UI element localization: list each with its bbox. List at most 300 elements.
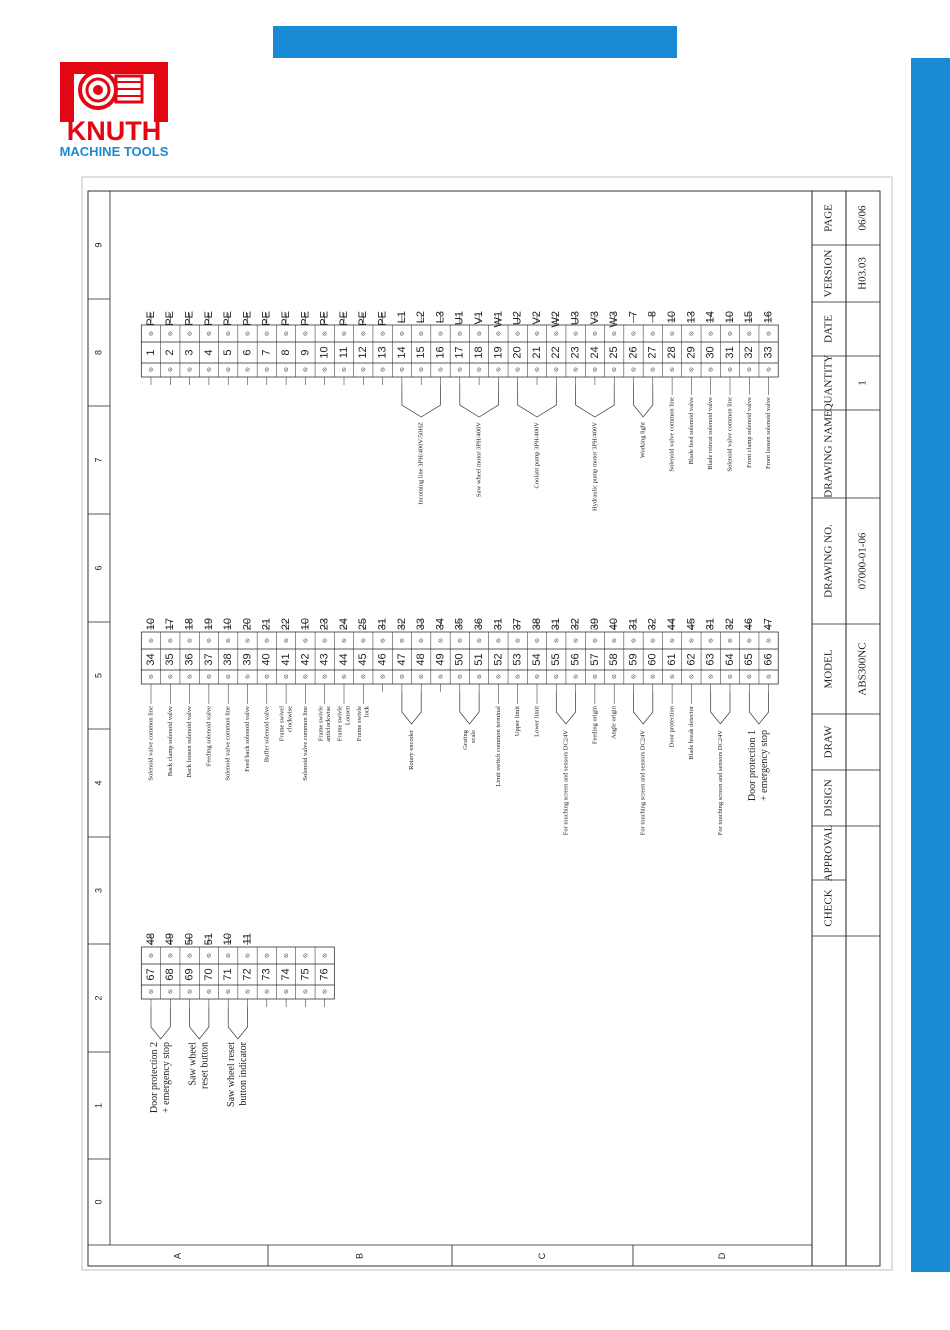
- wire-label: 25: [357, 618, 370, 631]
- logo-subtitle: MACHINE TOOLS: [59, 144, 169, 159]
- terminal-label: Solenoid valve common line: [147, 706, 155, 781]
- wire-label: 31: [704, 618, 717, 631]
- col-ref-label: 3: [93, 887, 104, 894]
- terminal-screw: ⊘: [264, 637, 270, 645]
- terminal-label: Back loosen solenoid valve: [186, 706, 194, 778]
- terminal-number: 46: [376, 653, 389, 666]
- group-brace: [518, 385, 557, 417]
- terminal-number: 68: [164, 968, 177, 981]
- wire-label: 10: [222, 933, 235, 946]
- terminal-number: 45: [357, 653, 370, 666]
- wire-label: 32: [395, 618, 408, 631]
- terminal-screw: ⊘: [302, 952, 308, 960]
- terminal-screw: ⊘: [457, 366, 463, 374]
- terminal-screw: ⊘: [167, 952, 173, 960]
- terminal-screw: ⊘: [727, 366, 733, 374]
- wire-label: PE: [183, 311, 196, 326]
- terminal-screw: ⊘: [688, 330, 694, 338]
- terminal-label: Back clamp solenoid valve: [166, 706, 174, 777]
- terminal-label: lock: [363, 706, 371, 718]
- terminal-screw: ⊘: [592, 330, 598, 338]
- terminal-screw: ⊘: [418, 330, 424, 338]
- terminal-screw: ⊘: [264, 952, 270, 960]
- terminal-label: Limit switch common terminal: [494, 706, 502, 787]
- terminal-screw: ⊘: [669, 330, 675, 338]
- group-brace: [460, 692, 479, 724]
- terminal-screw: ⊘: [225, 330, 231, 338]
- wire-label: PE: [299, 311, 312, 326]
- terminal-screw: ⊘: [746, 673, 752, 681]
- title-header: MODEL: [822, 649, 835, 689]
- wire-label: PE: [357, 311, 370, 326]
- terminal-screw: ⊘: [708, 673, 714, 681]
- terminal-screw: ⊘: [283, 673, 289, 681]
- group-brace: [190, 1007, 209, 1039]
- terminal-number: 22: [550, 346, 563, 359]
- terminal-screw: ⊘: [206, 988, 212, 996]
- wire-label: 24: [337, 618, 350, 631]
- wire-label: 17: [164, 618, 177, 631]
- terminal-label: For touching screen and sensors DC24V: [639, 730, 647, 836]
- terminal-number: 28: [666, 346, 679, 359]
- terminal-label: Saw wheel reset: [226, 1042, 238, 1107]
- terminal-screw: ⊘: [669, 673, 675, 681]
- terminal-screw: ⊘: [573, 330, 579, 338]
- terminal-label: Solenoid valve common line: [224, 706, 232, 781]
- title-header: DISIGN: [822, 779, 835, 817]
- terminal-number: 2: [164, 349, 177, 356]
- col-ref-label: 2: [93, 995, 104, 1001]
- terminal-screw: ⊘: [341, 637, 347, 645]
- terminal-number: 59: [627, 653, 640, 666]
- terminal-screw: ⊘: [727, 637, 733, 645]
- terminal-number: 8: [280, 349, 293, 356]
- terminal-number: 39: [241, 653, 254, 666]
- terminal-number: 58: [608, 653, 621, 666]
- terminal-screw: ⊘: [650, 637, 656, 645]
- terminal-screw: ⊘: [650, 366, 656, 374]
- outer-margin: [82, 177, 892, 1270]
- terminal-screw: ⊘: [437, 330, 444, 338]
- wire-label: 22: [280, 618, 293, 631]
- wire-label: 15: [743, 311, 756, 324]
- terminal-screw: ⊘: [399, 673, 405, 681]
- wire-label: 34: [434, 618, 447, 631]
- terminal-screw: ⊘: [283, 988, 289, 996]
- terminal-label: Feed back solenoid valve: [243, 706, 251, 772]
- wire-label: PE: [260, 311, 273, 326]
- terminal-number: 54: [530, 653, 543, 666]
- terminal-screw: ⊘: [611, 330, 617, 338]
- terminal-label: Frame swivle: [355, 706, 363, 742]
- group-label: Incoming line 3PH/400V/50HZ: [417, 422, 425, 505]
- terminal-screw: ⊘: [225, 366, 231, 374]
- terminal-number: 4: [202, 349, 215, 356]
- terminal-screw: ⊘: [727, 673, 733, 681]
- wire-label: 48: [144, 933, 157, 946]
- terminal-screw: ⊘: [418, 637, 424, 645]
- title-header: DRAWING NAME: [822, 410, 835, 498]
- terminal-number: 5: [222, 349, 235, 356]
- wire-label: W1: [492, 311, 505, 328]
- terminal-strip-1: [141, 311, 778, 511]
- wire-label: PE: [144, 311, 157, 326]
- terminal-number: 21: [530, 346, 543, 359]
- col-ref-label: 9: [93, 242, 104, 248]
- wire-label: 10: [299, 618, 312, 631]
- terminal-label: Frame swivel: [278, 706, 286, 742]
- terminal-number: 43: [318, 653, 331, 666]
- group-label: Working light: [639, 422, 647, 459]
- terminal-label: Upper limit: [514, 706, 522, 737]
- terminal-screw: ⊘: [187, 952, 193, 960]
- terminal-screw: ⊘: [244, 952, 251, 960]
- group-brace: [576, 385, 615, 417]
- terminal-screw: ⊘: [399, 366, 405, 374]
- terminal-label: Loosen: [344, 706, 352, 726]
- terminal-number: 41: [280, 653, 293, 666]
- wire-label: U1: [453, 311, 466, 326]
- terminal-screw: ⊘: [322, 952, 328, 960]
- terminal-label: Frame swivle: [336, 706, 344, 742]
- wire-label: 33: [415, 618, 428, 631]
- terminal-screw: ⊘: [167, 366, 173, 374]
- terminal-screw: ⊘: [380, 673, 386, 681]
- terminal-number: 7: [260, 349, 273, 356]
- terminal-number: 11: [337, 346, 350, 359]
- terminal-screw: ⊘: [322, 988, 328, 996]
- title-value: ABS300NC: [856, 642, 869, 696]
- terminal-number: 69: [183, 968, 196, 981]
- terminal-screw: ⊘: [476, 330, 482, 338]
- terminal-number: 51: [473, 653, 486, 666]
- wire-label: 47: [762, 618, 775, 631]
- wire-label: U3: [569, 311, 582, 326]
- wire-label: PE: [337, 311, 350, 326]
- wire-label: 19: [202, 618, 215, 631]
- terminal-number: 33: [762, 346, 775, 359]
- terminal-number: 10: [318, 346, 331, 359]
- terminal-number: 52: [492, 653, 505, 666]
- terminal-number: 56: [569, 653, 582, 666]
- wire-label: 16: [762, 311, 775, 324]
- terminal-label: Blade feed solenoid valve: [687, 397, 695, 465]
- terminal-label: reset button: [199, 1042, 211, 1089]
- terminal-screw: ⊘: [380, 366, 386, 374]
- terminal-screw: ⊘: [592, 366, 598, 374]
- terminal-screw: ⊘: [553, 673, 559, 681]
- terminal-screw: ⊘: [148, 673, 154, 681]
- wire-label: 23: [318, 618, 331, 631]
- terminal-screw: ⊘: [515, 673, 521, 681]
- col-ref-label: 5: [93, 672, 104, 679]
- wire-label: PE: [376, 311, 389, 326]
- terminal-screw: ⊘: [206, 330, 212, 338]
- terminal-label: clockwise: [286, 706, 294, 732]
- terminal-screw: ⊘: [746, 366, 752, 374]
- terminal-screw: ⊘: [225, 988, 231, 996]
- terminal-screw: ⊘: [283, 366, 289, 374]
- terminal-screw: ⊘: [206, 366, 212, 374]
- terminal-screw: ⊘: [592, 637, 598, 645]
- terminal-number: 23: [569, 346, 582, 359]
- terminal-number: 35: [164, 653, 177, 666]
- terminal-screw: ⊘: [283, 330, 289, 338]
- terminal-number: 53: [511, 653, 524, 666]
- terminal-label: Solenoid valve common line: [301, 706, 309, 781]
- terminal-label: Blade retreat solenoid valve: [707, 397, 715, 470]
- wire-label: 40: [608, 618, 621, 631]
- col-ref-label: 4: [93, 780, 104, 786]
- terminal-screw: ⊘: [283, 637, 289, 645]
- terminal-screw: ⊘: [206, 952, 212, 960]
- terminal-screw: ⊘: [244, 637, 251, 645]
- terminal-screw: ⊘: [611, 673, 617, 681]
- terminal-label: Door protection 2: [148, 1042, 160, 1114]
- group-brace: [749, 692, 768, 724]
- terminal-number: 38: [222, 653, 235, 666]
- terminal-label: Door protection 1: [747, 730, 759, 802]
- wire-label: 11: [241, 933, 254, 945]
- terminal-screw: ⊘: [187, 330, 193, 338]
- terminal-number: 71: [222, 968, 235, 981]
- wire-label: 8: [646, 311, 659, 318]
- terminal-screw: ⊘: [322, 366, 328, 374]
- group-label: Hydraulic pump motor 3PH/400V: [591, 422, 599, 512]
- terminal-label: Solenoid valve common line: [668, 397, 676, 472]
- terminal-screw: ⊘: [630, 330, 637, 338]
- terminal-number: 15: [415, 346, 428, 359]
- terminal-screw: ⊘: [341, 330, 347, 338]
- wire-label: 51: [202, 933, 215, 946]
- terminal-number: 66: [762, 653, 775, 666]
- wire-label: 50: [183, 933, 196, 946]
- terminal-screw: ⊘: [322, 330, 328, 338]
- terminal-number: 32: [743, 346, 756, 359]
- terminal-screw: ⊘: [148, 637, 154, 645]
- wire-label: 46: [743, 618, 756, 631]
- group-label: Coolant pump 3PH/400V: [533, 422, 541, 489]
- terminal-screw: ⊘: [669, 637, 675, 645]
- terminal-number: 27: [646, 346, 659, 359]
- wire-label: V3: [588, 311, 601, 325]
- terminal-screw: ⊘: [341, 673, 347, 681]
- terminal-number: 63: [704, 653, 717, 666]
- terminal-screw: ⊘: [688, 637, 694, 645]
- terminal-label: Angle origin: [610, 706, 618, 740]
- wire-label: PE: [202, 311, 215, 326]
- terminal-screw: ⊘: [573, 637, 579, 645]
- terminal-number: 20: [511, 346, 524, 359]
- terminal-number: 14: [395, 346, 408, 359]
- terminal-label: Frame swivle: [317, 706, 325, 742]
- wire-label: 31: [376, 618, 389, 631]
- terminal-screw: ⊘: [457, 637, 463, 645]
- terminal-number: 42: [299, 653, 312, 666]
- title-value: 06/06: [856, 205, 869, 231]
- terminal-screw: ⊘: [457, 673, 463, 681]
- terminal-number: 75: [299, 968, 312, 981]
- terminal-number: 44: [337, 653, 350, 666]
- wire-label: PE: [164, 311, 177, 326]
- wire-label: 10: [144, 618, 157, 631]
- terminal-screw: ⊘: [688, 673, 694, 681]
- terminal-screw: ⊘: [360, 637, 366, 645]
- terminal-screw: ⊘: [399, 330, 405, 338]
- terminal-number: 49: [434, 653, 447, 666]
- terminal-number: 25: [608, 346, 621, 359]
- terminal-screw: ⊘: [476, 637, 482, 645]
- terminal-screw: ⊘: [611, 637, 617, 645]
- terminal-label: button indicator: [238, 1042, 250, 1106]
- terminal-number: 24: [588, 346, 601, 359]
- wire-label: PE: [318, 311, 331, 326]
- group-brace: [228, 1007, 247, 1039]
- terminal-number: 64: [723, 653, 736, 666]
- logo-wordmark: KNUTH: [66, 116, 162, 146]
- wire-label: 10: [222, 618, 235, 631]
- terminal-screw: ⊘: [187, 673, 193, 681]
- terminal-number: 60: [646, 653, 659, 666]
- terminal-screw: ⊘: [225, 673, 231, 681]
- terminal-screw: ⊘: [495, 330, 501, 338]
- terminal-number: 73: [260, 968, 273, 981]
- wire-label: 32: [569, 618, 582, 631]
- terminal-screw: ⊘: [225, 952, 231, 960]
- terminal-screw: ⊘: [302, 637, 308, 645]
- terminal-label: Lower limit: [533, 706, 541, 737]
- terminal-label: Solenoid valve common line: [726, 397, 734, 472]
- terminal-screw: ⊘: [244, 330, 251, 338]
- wire-label: W2: [550, 311, 563, 328]
- group-brace: [634, 385, 653, 417]
- terminal-screw: ⊘: [225, 637, 231, 645]
- terminal-number: 74: [280, 968, 293, 981]
- terminal-screw: ⊘: [244, 988, 251, 996]
- wire-label: 39: [588, 618, 601, 631]
- wire-label: 14: [704, 311, 717, 324]
- terminal-screw: ⊘: [630, 366, 637, 374]
- terminal-screw: ⊘: [148, 366, 154, 374]
- terminal-number: 67: [144, 968, 157, 981]
- terminal-label: For touching screen and sensors DC24V: [562, 730, 570, 836]
- wire-label: 37: [511, 618, 524, 631]
- terminal-screw: ⊘: [283, 952, 289, 960]
- terminal-label: Rotary encoder: [408, 730, 416, 770]
- terminal-number: 76: [318, 968, 331, 981]
- terminal-screw: ⊘: [457, 330, 463, 338]
- title-value: H03.03: [856, 257, 869, 290]
- title-header: VERSION: [822, 249, 835, 298]
- terminal-screw: ⊘: [650, 330, 656, 338]
- wire-label: PE: [241, 311, 254, 326]
- terminal-screw: ⊘: [476, 673, 482, 681]
- group-brace: [460, 385, 499, 417]
- terminal-number: 31: [723, 346, 736, 359]
- group-brace: [711, 692, 730, 724]
- wire-label: 44: [666, 618, 679, 631]
- terminal-screw: ⊘: [766, 366, 772, 374]
- terminal-label: Front clamp solenoid valve: [745, 397, 753, 468]
- wire-label: L1: [395, 311, 408, 324]
- terminal-screw: ⊘: [515, 637, 521, 645]
- title-header: DATE: [822, 314, 835, 344]
- title-header: CHECK: [822, 889, 835, 927]
- terminal-label: Blade break detector: [687, 706, 695, 760]
- title-header: DRAW: [822, 725, 835, 759]
- terminal-screw: ⊘: [244, 366, 251, 374]
- wire-label: W3: [608, 311, 621, 328]
- terminal-screw: ⊘: [495, 637, 501, 645]
- terminal-number: 72: [241, 968, 254, 981]
- terminal-label: scale: [469, 730, 477, 743]
- terminal-screw: ⊘: [495, 673, 501, 681]
- terminal-label: Door protection: [668, 706, 676, 748]
- terminal-screw: ⊘: [399, 637, 405, 645]
- terminal-screw: ⊘: [553, 330, 559, 338]
- terminal-screw: ⊘: [380, 330, 386, 338]
- terminal-screw: ⊘: [360, 330, 366, 338]
- wire-label: 49: [164, 933, 177, 946]
- terminal-number: 6: [241, 349, 254, 356]
- terminal-screw: ⊘: [264, 330, 270, 338]
- terminal-screw: ⊘: [302, 988, 308, 996]
- wire-label: U2: [511, 311, 524, 326]
- title-header: PAGE: [822, 204, 835, 232]
- terminal-number: 1: [144, 349, 157, 356]
- row-ref-label: D: [716, 1252, 727, 1260]
- wire-label: 20: [241, 618, 254, 631]
- terminal-number: 50: [453, 653, 466, 666]
- terminal-screw: ⊘: [708, 366, 714, 374]
- col-ref-label: 7: [93, 457, 104, 463]
- drawing-frame: [82, 177, 892, 1270]
- terminal-screw: ⊘: [244, 673, 251, 681]
- terminal-screw: ⊘: [322, 673, 328, 681]
- terminal-number: 12: [357, 346, 370, 359]
- terminal-screw: ⊘: [766, 330, 772, 338]
- terminal-label: For touching screen and sensors DC24V: [716, 730, 724, 836]
- terminal-screw: ⊘: [187, 366, 193, 374]
- group-brace: [556, 692, 575, 724]
- terminal-screw: ⊘: [341, 366, 347, 374]
- wire-label: V1: [473, 311, 486, 325]
- terminal-screw: ⊘: [187, 637, 193, 645]
- title-value: 1: [856, 380, 869, 386]
- terminal-label: anticlockwise: [325, 706, 333, 742]
- wire-label: V2: [530, 311, 543, 325]
- terminal-screw: ⊘: [553, 637, 559, 645]
- terminal-screw: ⊘: [534, 366, 540, 374]
- terminal-screw: ⊘: [630, 637, 637, 645]
- wire-label: 32: [723, 618, 736, 631]
- col-ref-label: 6: [93, 565, 104, 571]
- terminal-strip-2: [141, 618, 778, 835]
- wire-label: 45: [685, 618, 698, 631]
- column-references: [88, 242, 110, 1204]
- wire-label: L2: [415, 311, 428, 324]
- terminal-screw: ⊘: [592, 673, 598, 681]
- terminal-screw: ⊘: [167, 673, 173, 681]
- terminal-screw: ⊘: [206, 637, 212, 645]
- terminal-screw: ⊘: [418, 366, 424, 374]
- terminal-screw: ⊘: [495, 366, 501, 374]
- terminal-screw: ⊘: [302, 673, 308, 681]
- terminal-screw: ⊘: [437, 366, 444, 374]
- terminal-screw: ⊘: [688, 366, 694, 374]
- terminal-screw: ⊘: [418, 673, 424, 681]
- terminal-screw: ⊘: [534, 673, 540, 681]
